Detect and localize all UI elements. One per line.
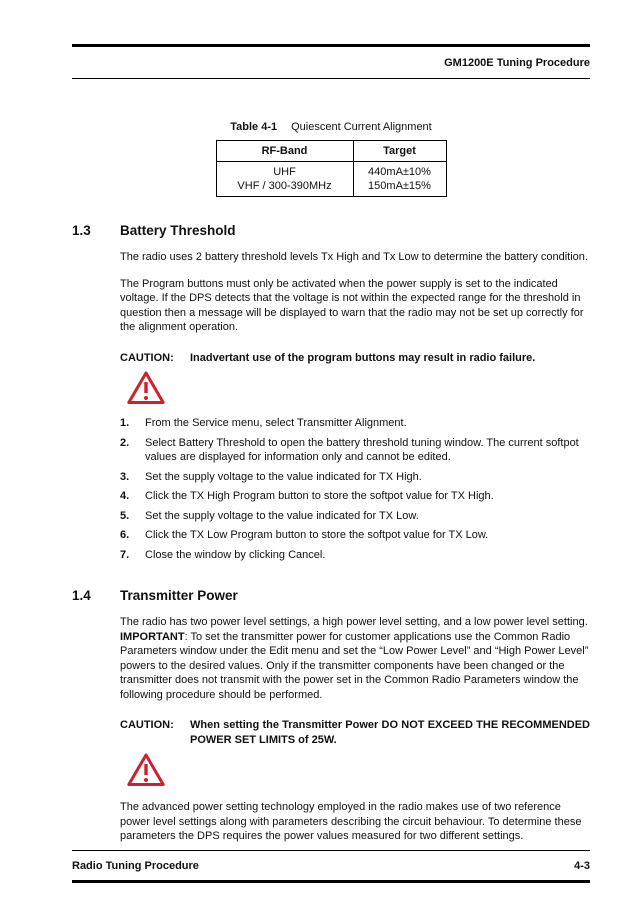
list-item [120,416,590,431]
caution-block-battery [120,351,590,366]
table-caption-text: Quiescent Current Alignment [291,121,432,133]
table-cell-target [353,162,446,197]
target-line-1: 440mA±10% [368,166,431,178]
list-item [120,528,590,543]
transmitter-paragraph-1 [120,615,590,702]
band-line-1: UHF [273,166,296,178]
table-cell-band [216,162,353,197]
table-header-target: Target [353,141,446,162]
table-header-row [216,141,446,162]
table-caption-label: Table 4-1 [230,121,278,133]
section-heading-battery-threshold [72,223,590,238]
step-text: Click the TX High Program button to store the softpot value for TX High. [145,490,494,502]
table-caption [72,121,590,133]
step-number: 2. [120,436,130,449]
caution-text: When setting the Transmitter Power DO NOT EXCEED THE RECOMMENDED POWER SET LIMITS of 25W. [190,719,590,746]
step-number: 4. [120,490,130,502]
section-heading-transmitter-power [72,588,590,603]
warning-triangle-icon [126,370,166,406]
header-title: GM1200E Tuning Procedure [444,57,590,69]
transmitter-paragraph-2: The advanced power setting technology employed in the radio makes use of two reference power level settings along with parameters describing the circuit behaviour. To determine these parameters the DPS requires the power values measured for two different settings. [120,801,582,842]
transmitter-p1-start: The radio has two power level settings, a high power level setting, and a low power level setting. [120,616,588,628]
step-text: From the Service menu, select Transmitter Alignment. [145,417,407,429]
list-item [120,509,590,524]
section-title: Battery Threshold [120,223,236,238]
warning-icon-wrap [126,370,590,406]
page-footer [72,850,590,883]
table-header-rf-band: RF-Band [216,141,353,162]
section-title: Transmitter Power [120,588,238,603]
page-header [72,47,590,78]
step-text: Click the TX Low Program button to store the softpot value for TX Low. [145,529,489,541]
caution-block-transmitter [120,718,590,747]
quiescent-current-table [216,140,447,197]
table-row [216,162,446,197]
footer-page-number: 4-3 [574,860,590,872]
step-number: 5. [120,509,130,522]
footer-rule-thick [72,880,590,883]
battery-paragraph-1: The radio uses 2 battery threshold levels Tx High and Tx Low to determine the battery condition. [120,251,588,263]
list-item [120,489,590,504]
footer-left-text: Radio Tuning Procedure [72,860,199,872]
step-text: Set the supply voltage to the value indicated for TX Low. [145,509,419,522]
battery-steps-list [120,416,590,562]
step-text: Select Battery Threshold to open the battery threshold tuning window. The current softpot values are displayed for information only and cannot be edited. [145,436,579,463]
section-number: 1.3 [72,223,91,238]
battery-paragraph-2: The Program buttons must only be activated when the power supply is set to the indicated voltage. If the DPS detects that the voltage is not within the expected range for the threshold in question then a message will be displayed to warn that the radio may not be set up correctly for the alignment operation. [120,277,584,333]
warning-triangle-icon [126,752,166,788]
important-label: IMPORTANT [120,630,185,643]
list-item [120,436,590,465]
caution-text: Inadvertant use of the program buttons may result in radio failure. [190,351,536,364]
caution-label: CAUTION: [120,719,174,731]
section-number: 1.4 [72,588,91,603]
step-number: 7. [120,548,130,561]
caution-label: CAUTION: [120,351,174,364]
list-item [120,548,590,563]
transmitter-p1-rest: : To set the transmitter power for customer applications use the Common Radio Parameters window under the Edit menu and set the “Low Power Level” and “High Power Level” powers to the desired values. Only if the transmitter components have been changed or the transmitter does not transmit with the power set in the Common Radio Parameters window the following procedure should be performed. [120,630,589,701]
warning-icon-wrap [126,752,590,788]
step-text: Close the window by clicking Cancel. [145,548,326,561]
step-number: 1. [120,417,130,429]
step-number: 6. [120,529,130,541]
footer-row [72,851,590,880]
target-line-2: 150mA±15% [368,180,431,192]
step-text: Set the supply voltage to the value indicated for TX High. [145,470,422,483]
band-line-2: VHF / 300-390MHz [237,180,332,192]
header-rule-thin [72,78,590,79]
step-number: 3. [120,470,130,483]
list-item [120,470,590,485]
